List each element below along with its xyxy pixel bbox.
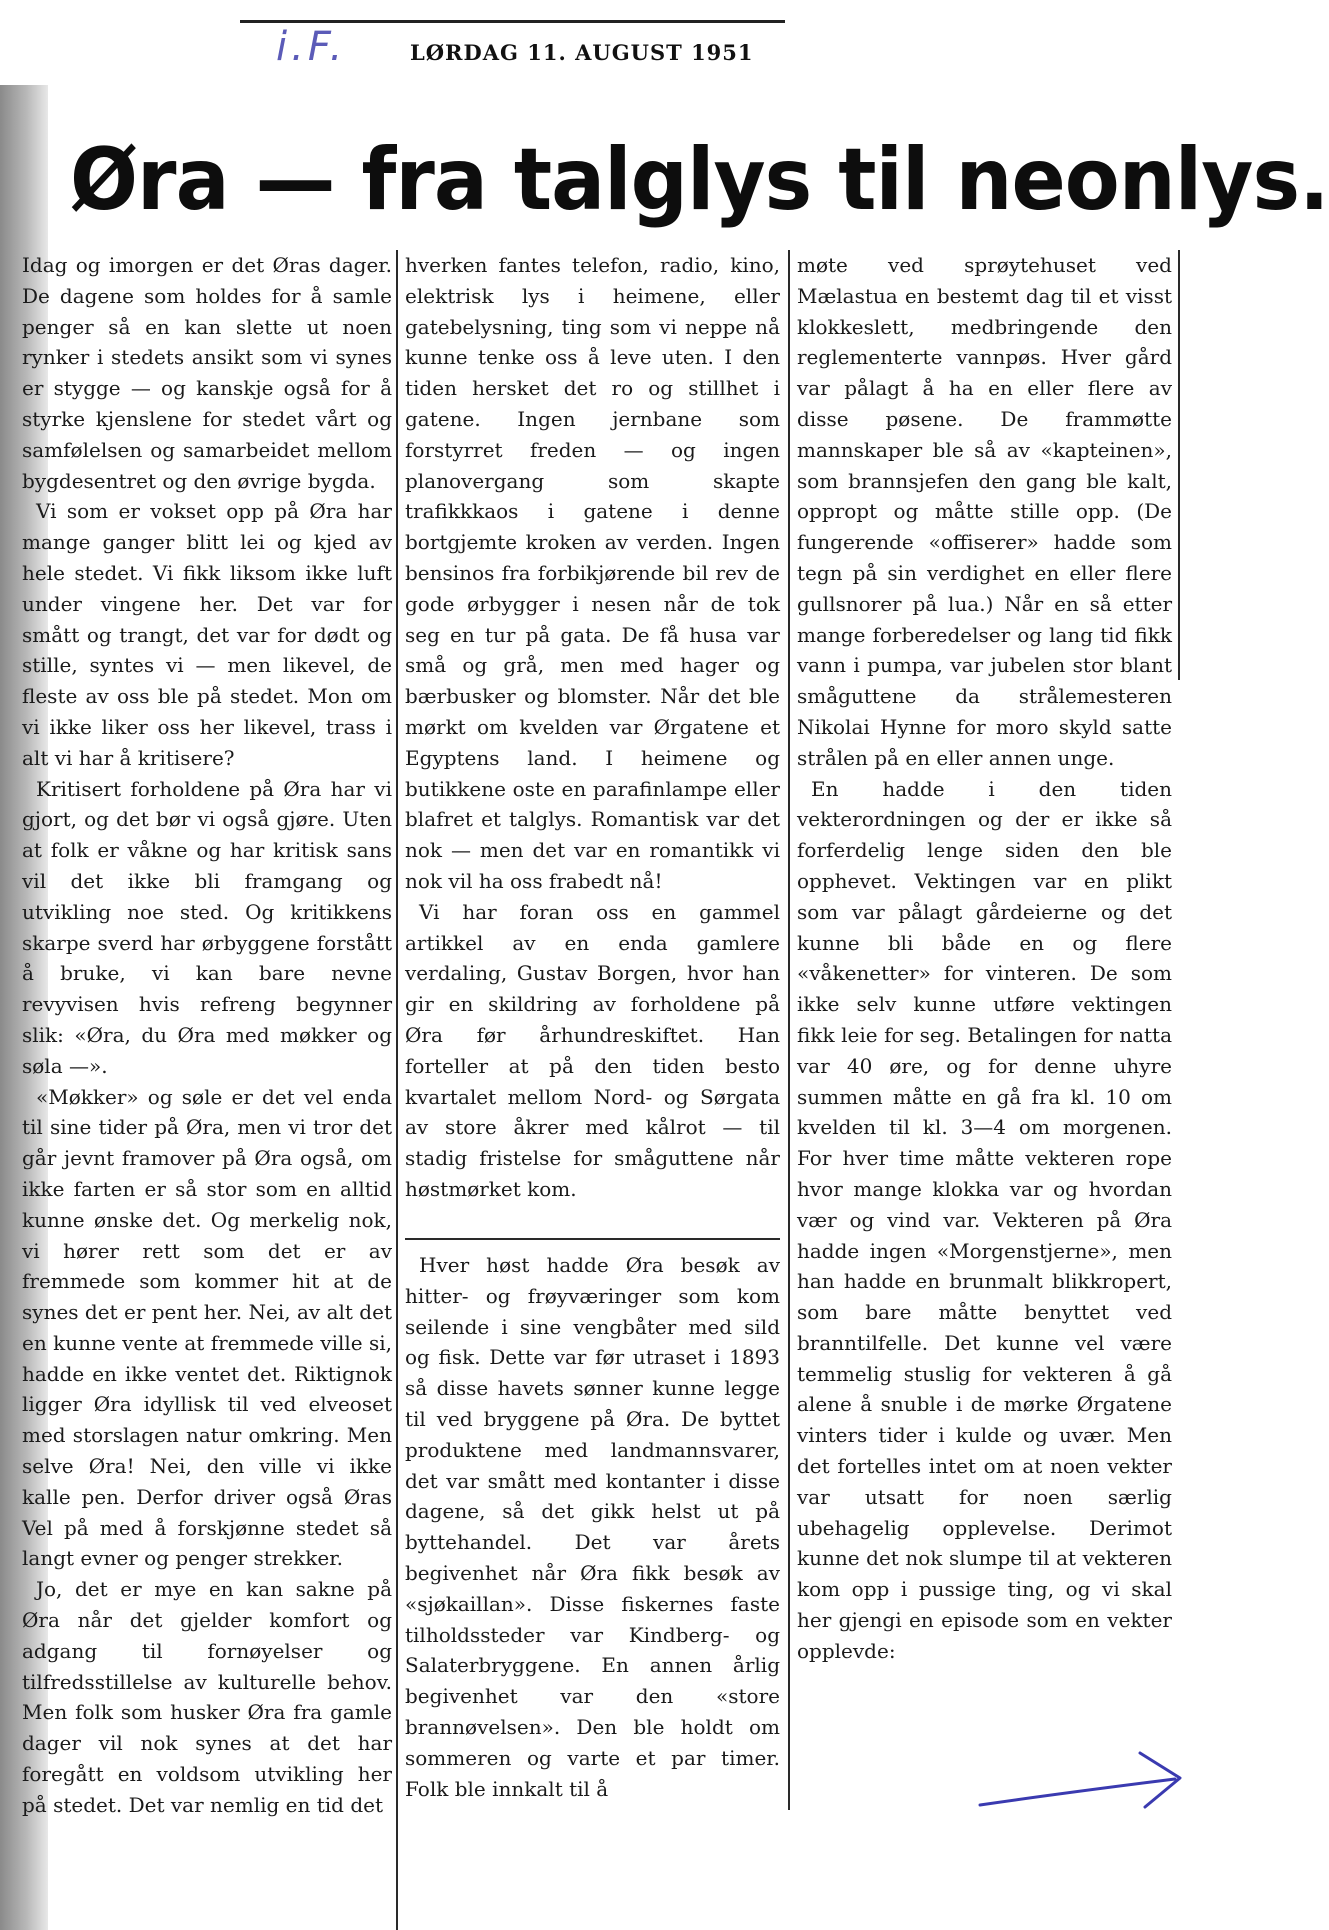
column-divider-3: [1178, 250, 1180, 680]
article-column-3: [797, 250, 1172, 1667]
paragraph: En hadde i den tiden vekterordningen og der er ikke så forferdelig lenge siden den ble opphevet. Vektingen var en plikt som var pålagt gårdeierne og det kunne bli både en og flere «våkenetter» for vinteren. De som ikke selv kunne utføre vektingen fikk leie for seg. Betalingen for natta var 40 øre, og for denne uhyre summen måtte en gå fra kl. 10 om kvelden til kl. 3—4 om morgenen. For hver time måtte vekteren rope hvor mange klokka var og hvordan vær og vind var. Vekteren på Øra hadde ingen «Morgenstjerne», men han hadde en brunmalt blikkropert, som bare måtte benyttet ved branntilfelle. Det kunne vel være temmelig stuslig for vekteren å gå alene å snuble i de mørke Ørgatene vinters tider i kulde og uvær. Men det fortelles intet om at noen vekter var utsatt for noen særlig ubehagelig opplevelse. Derimot kunne det nok slumpe til at vekteren kom opp i pussige ting, og vi skal her gjengi en episode som en vekter opplevde:: [797, 776, 1172, 1663]
headline: Øra — fra talglys til neonlys.: [70, 130, 1329, 230]
article-column-1: [22, 250, 392, 1821]
column-divider-2: [788, 250, 790, 1810]
paragraph: Hver høst hadde Øra besøk av hitter- og frøyværinger som kom seilende i sine vengbåter med sild og fisk. Dette var før utraset i 1893 så disse havets sønner kunne legge til ved bryggene på Øra. De byttet produktene med landmannsvarer, det var smått med kontanter i disse dagene, så det gikk helst ut på byttehandel. Det var årets begivenhet når Øra fikk besøk av «sjøkaillan». Disse fiskernes faste tilholdssteder var Kindberg- og Salaterbryggene. En annen årlig begivenhet var den «store brannøvelsen». Den ble holdt om sommeren og varte et par timer. Folk ble innkalt til å: [405, 1253, 780, 1801]
paragraph: Jo, det er mye en kan sakne på Øra når det gjelder komfort og adgang til fornøyelser og tilfredsstillelse av kulturelle behov. Men folk som husker Øra fra gamle dager vil nok synes at det har foregått en voldsom utvikling her på stedet. Det var nemlig en tid det: [22, 1577, 392, 1817]
article-column-2: [405, 250, 780, 1205]
paragraph: møte ved sprøytehuset ved Mælastua en bestemt dag til et visst klokkeslett, medbringende den reglementerte vannpøs. Hver gård var pålagt å ha en eller flere av disse pøsene. De frammøtte mannskaper ble så av «kapteinen», som brannsjefen den gang ble kalt, oppropt og måtte stille opp. (De fungerende «offiserer» hadde som tegn på sin verdighet en eller flere gullsnorer på lua.) Når en så etter mange forberedelser og lang tid fikk vann i pumpa, var jubelen stor blant småguttene da strålemesteren Nikolai Hynne for moro skyld satte strålen på en eller annen unge.: [797, 253, 1172, 770]
paragraph: Vi har foran oss en gammel artikkel av en enda gamlere verdaling, Gustav Borgen, hvor han gir en skildring av forholdene på Øra før århundreskiftet. Han forteller at på den tiden besto kvartalet mellom Nord- og Sørgata av store åkrer med kålrot — til stadig fristelse for småguttene når høstmørket kom.: [405, 899, 780, 1201]
dateline: LØRDAG 11. AUGUST 1951: [410, 40, 754, 65]
column-divider-1: [396, 250, 398, 1930]
section-divider: [405, 1238, 780, 1240]
paragraph: hverken fantes telefon, radio, kino, elektrisk lys i heimene, eller gatebelysning, ting som vi neppe nå kunne tenke oss å leve uten. I den tiden hersket det ro og stillhet i gatene. Ingen jernbane som forstyrret freden — og ingen planovergang som skapte trafikkkaos i gatene i denne bortgjemte kroken av verden. Ingen bensinos fra forbikjørende bil rev de gode ørbygger i nesen når de tok seg en tur på gata. De få husa var små og grå, men med hager og bærbusker og blomster. Når det ble mørkt om kvelden var Ørgatene et Egyptens land. I heimene og butikkene oste en parafinlampe eller blafret et talglys. Romantisk var det nok — men det var en romantikk vi nok vil ha oss frabedt nå!: [405, 253, 780, 893]
article-column-2-continued: [405, 1250, 780, 1804]
arrow-right-icon: [975, 1745, 1190, 1825]
paragraph: Kritisert forholdene på Øra har vi gjort, og det bør vi også gjøre. Uten at folk er våkne og har kritisk sans vil det ikke bli framgang og utvikling noe sted. Og kritikkens skarpe sverd har ørbyggene forstått å bruke, vi kan bare nevne revyvisen hvis refreng begynner slik: «Øra, du Øra med møkker og søla —».: [22, 776, 392, 1078]
handwritten-mark: i.F.: [276, 24, 347, 70]
paragraph: Vi som er vokset opp på Øra har mange ganger blitt lei og kjed av hele stedet. Vi fikk liksom ikke luft under vingene her. Det var for smått og trangt, det var for dødt og stille, syntes vi — men likevel, de fleste av oss ble på stedet. Mon om vi ikke liker oss her likevel, trass i alt vi har å kritisere?: [22, 499, 392, 770]
paragraph: «Møkker» og søle er det vel enda til sine tider på Øra, men vi tror det går jevnt framover på Øra også, om ikke farten er så stor som en alltid kunne ønske det. Og merkelig nok, vi hører rett som det er av fremmede som kommer hit at de synes det er pent her. Nei, av alt det en kunne vente at fremmede ville si, hadde en ikke ventet det. Riktignok ligger Øra idyllisk til ved elveoset med storslagen natur omkring. Men selve Øra! Nei, den ville vi ikke kalle pen. Derfor driver også Øras Vel på med å forskjønne stedet så langt evner og penger strekker.: [22, 1084, 392, 1571]
paragraph: Idag og imorgen er det Øras dager. De dagene som holdes for å samle penger så en kan slette ut noen rynker i stedets ansikt som vi synes er stygge — og kanskje også for å styrke kjenslene for stedet vårt og samfølelsen og samarbeidet mellom bygdesentret og den øvrige bygda.: [22, 253, 392, 493]
